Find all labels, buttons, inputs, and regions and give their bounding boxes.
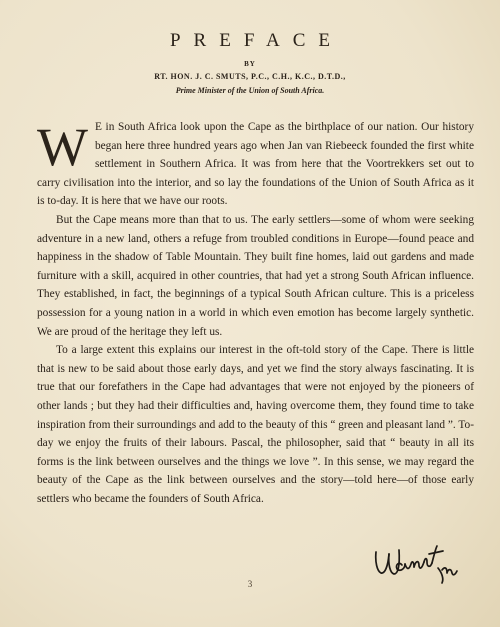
paragraph-3: To a large extent this explains our interest in the oft-told story of the Cape. There is little that is new to be said about those early days, and yet we find the story always fascinating. It is true that our forefathers in the Cape had advantages that were not enjoyed by the pioneers of other lands ; but they had their difficulties and, having overcome them, they found time to take inspiration from their surroundings and add to the beauty of this “ green and pleasant land ”. To-day we enjoy the fruits of their labours. Pascal, the philosopher, said that “ beauty in all its forms is the link between ourselves and the things we love ”. In this sense, we may regard the beauty of the Cape as the link between ourselves and the story—told here—of those early settlers who became the founders of South Africa.: [37, 344, 474, 505]
body-text: [37, 118, 474, 508]
page-number: 3: [247, 579, 253, 589]
paragraph-1-text: E in South Africa look upon the Cape as the birthplace of our nation. Our history began here three hundred years ago when Jan van Riebeeck founded the first white settlement in Southern Africa. It was from here that the Voortrekkers set out to carry civilisation into the interior, and so lay the foundations of the Union of South Africa as it is to-day. It is here that we have our roots.: [37, 121, 474, 208]
author-name: RT. HON. J. C. SMUTS, P.C., C.H., K.C., D.T.D.,: [154, 72, 346, 81]
drop-cap: W: [37, 117, 88, 177]
paragraph-2: But the Cape means more than that to us. The early settlers—some of whom were seeking adventure in a new land, others a refuge from troubled conditions in Europe—found peace and happiness in the shadow of Table Mountain. They built fine homes, laid out gardens and made furniture with a skill, acquired in other countries, that had yet a strong South African influence. They established, in fact, the beginnings of a typical South African culture. This is a priceless possession for a young nation in a world in which even emotion has become largely synthetic. We are proud of the heritage they left us.: [37, 213, 474, 338]
byline-by: BY: [244, 60, 256, 68]
author-office: Prime Minister of the Union of South Africa.: [175, 86, 325, 95]
page-title: PREFACE: [169, 30, 343, 51]
paragraph-1: [37, 118, 474, 211]
